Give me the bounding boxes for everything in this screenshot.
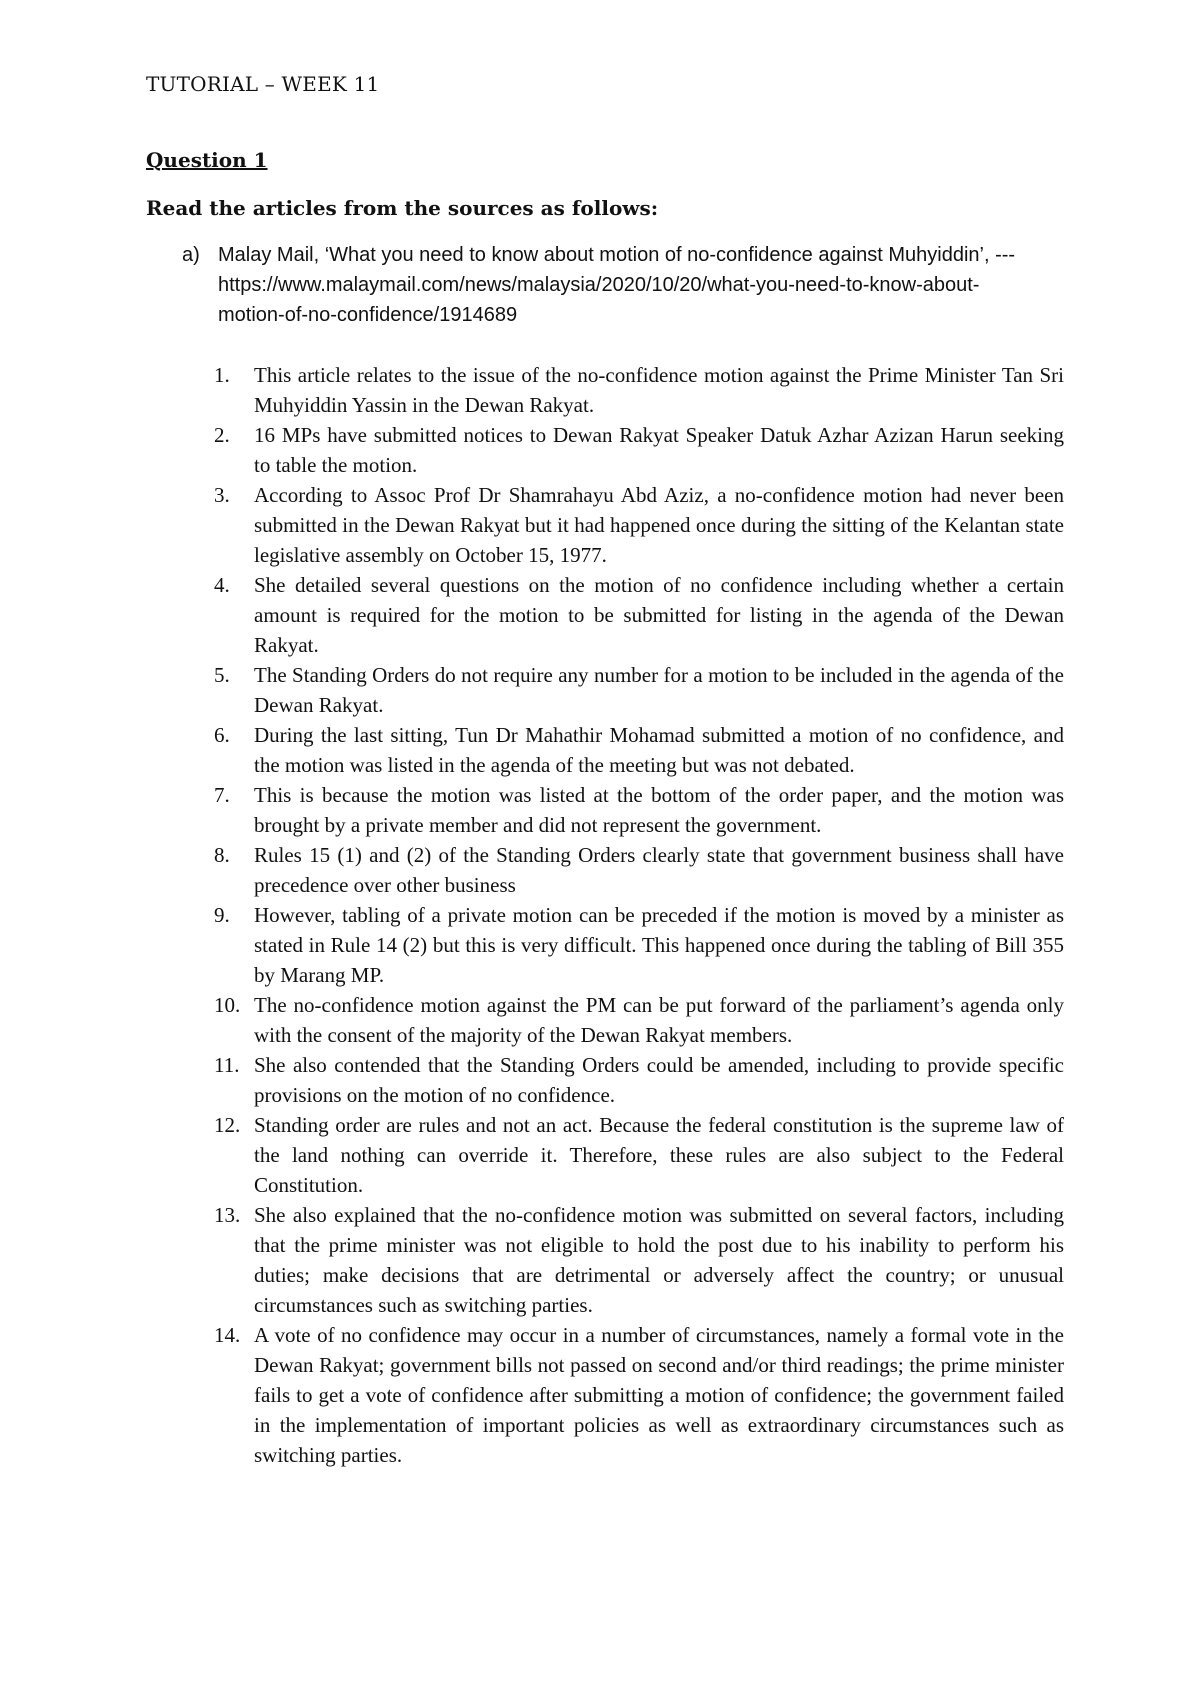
list-item [214,360,1064,420]
list-item-text: She also contended that the Standing Orders could be amended, including to provide specific provisions on the motion of no confidence. [254,1053,1064,1107]
list-item-text: Rules 15 (1) and (2) of the Standing Orders clearly state that government business shall have precedence over other business [254,843,1064,897]
list-item-number: 13. [214,1203,241,1227]
list-item-number: 7. [214,783,230,807]
document-title: TUTORIAL – WEEK 11 [146,72,380,96]
list-item-number: 12. [214,1113,241,1137]
list-item-text: According to Assoc Prof Dr Shamrahayu Abd Aziz, a no-confidence motion had never been submitted in the Dewan Rakyat but it had happened once during the sitting of the Kelantan state legislative assembly on October 15, 1977. [254,483,1064,567]
list-item [214,840,1064,900]
list-item [214,420,1064,480]
list-item-text: This is because the motion was listed at the bottom of the order paper, and the motion was brought by a private member and did not represent the government. [254,783,1064,837]
list-item-text: This article relates to the issue of the no-confidence motion against the Prime Minister Tan Sri Muhyiddin Yassin in the Dewan Rakyat. [254,363,1064,417]
numbered-list [214,360,1064,1470]
source-reference [182,240,1032,330]
list-item-text: She detailed several questions on the motion of no confidence including whether a certain amount is required for the motion to be submitted for listing in the agenda of the Dewan Rakyat. [254,573,1064,657]
list-item [214,660,1064,720]
list-item-number: 6. [214,723,230,747]
list-item-number: 11. [214,1053,240,1077]
list-item-text: The no-confidence motion against the PM can be put forward of the parliament’s agenda only with the consent of the majority of the Dewan Rakyat members. [254,993,1064,1047]
list-item-number: 14. [214,1323,241,1347]
list-item [214,900,1064,990]
list-item-number: 5. [214,663,230,687]
list-item-text: The Standing Orders do not require any number for a motion to be included in the agenda of the Dewan Rakyat. [254,663,1064,717]
list-item-text: Standing order are rules and not an act. Because the federal constitution is the supreme law of the land nothing can override it. Therefore, these rules are also subject to the Federal Constitution. [254,1113,1064,1197]
list-item-number: 1. [214,363,230,387]
list-item-number: 9. [214,903,230,927]
list-item-number: 2. [214,423,230,447]
list-item [214,1200,1064,1320]
source-citation: Malay Mail, ‘What you need to know about motion of no-confidence against Muhyiddin’, --- https://www.malaymail.com/news/malaysia/2020/10/20/what-you-need-to-know-about-motion-of-no-confidence/1914689 [218,244,1016,326]
list-item-number: 3. [214,483,230,507]
list-item [214,480,1064,570]
list-item [214,1110,1064,1200]
list-item-text: She also explained that the no-confidence motion was submitted on several factors, including that the prime minister was not eligible to hold the post due to his inability to perform his duties; make decisions that are detrimental or adversely affect the country; or unusual circumstances such as switching parties. [254,1203,1064,1317]
list-item-number: 10. [214,993,241,1017]
list-item [214,1320,1064,1470]
list-item-number: 8. [214,843,230,867]
list-item [214,990,1064,1050]
list-item [214,1050,1064,1110]
list-item [214,720,1064,780]
list-item-number: 4. [214,573,230,597]
list-item-text: However, tabling of a private motion can be preceded if the motion is moved by a minister as stated in Rule 14 (2) but this is very difficult. This happened once during the tabling of Bill 355 by Marang MP. [254,903,1064,987]
list-item [214,780,1064,840]
list-item-text: 16 MPs have submitted notices to Dewan Rakyat Speaker Datuk Azhar Azizan Harun seeking to table the motion. [254,423,1064,477]
question-heading: Question 1 [146,148,268,172]
source-label: a) [182,244,200,266]
list-item-text: A vote of no confidence may occur in a number of circumstances, namely a formal vote in the Dewan Rakyat; government bills not passed on second and/or third readings; the prime minister fails to get a vote of confidence after submitting a motion of confidence; the government failed in the implementation of important policies as well as extraordinary circumstances such as switching parties. [254,1323,1064,1467]
list-item [214,570,1064,660]
instruction-text: Read the articles from the sources as follows: [146,196,659,220]
list-item-text: During the last sitting, Tun Dr Mahathir Mohamad submitted a motion of no confidence, and the motion was listed in the agenda of the meeting but was not debated. [254,723,1064,777]
